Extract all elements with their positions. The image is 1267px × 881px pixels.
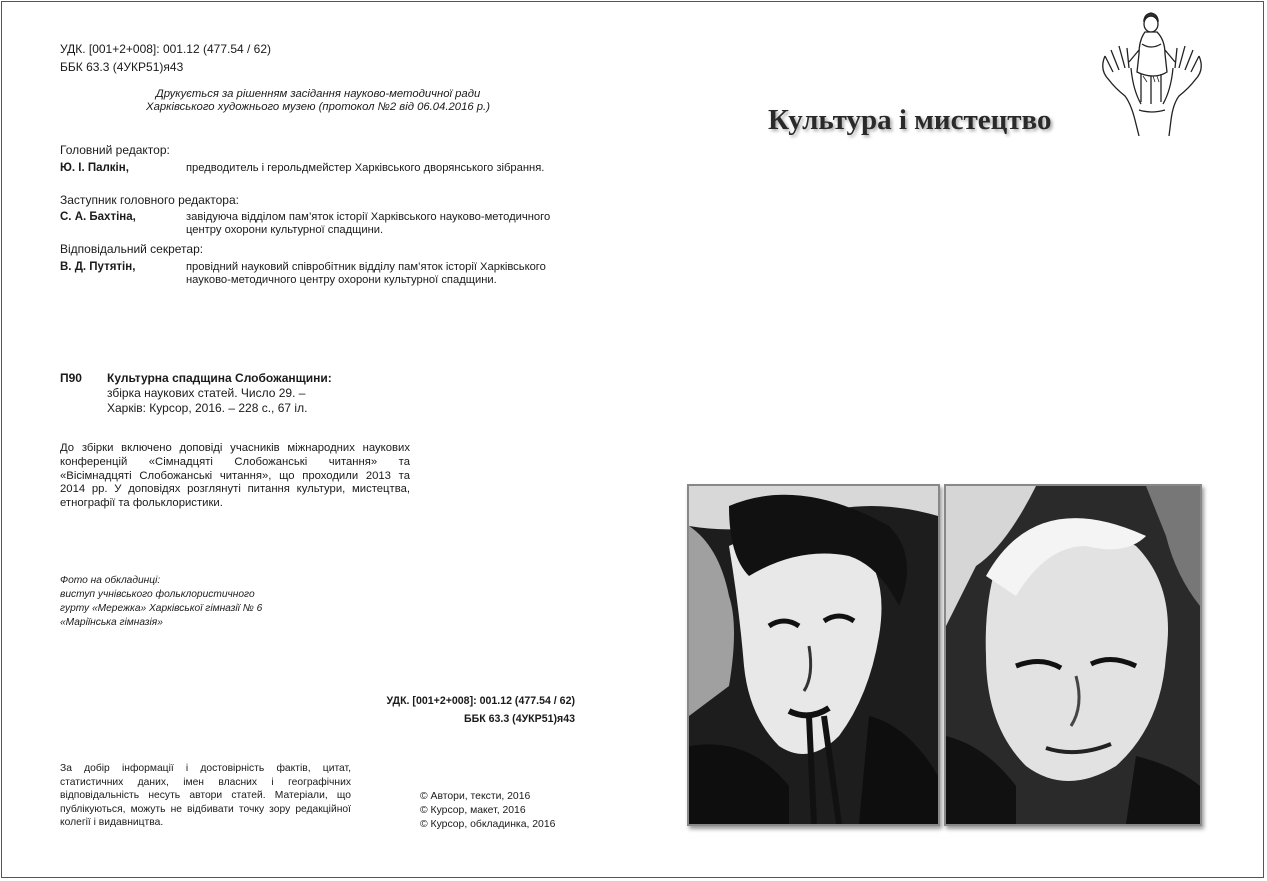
secretary-name: В. Д. Путятін,: [60, 261, 136, 273]
footer-bbk-code: ББК 63.3 (4УКР51)я43: [463, 713, 575, 725]
bbk-code: ББК 63.3 (4УКР51)я43: [60, 60, 184, 74]
section-title: Культура і мистецтво: [768, 104, 1052, 136]
chief-editor-name: Ю. І. Палкін,: [60, 162, 129, 174]
copyright-line-2: © Курсор, макет, 2016: [420, 805, 526, 816]
chief-editor-desc: предводитель і герольдмейстер Харківського дворянського зібрання.: [186, 162, 545, 174]
catalog-line-2: збірка наукових статей. Число 29. –: [107, 386, 306, 400]
footer-udk-code: УДК. [001+2+008]: 001.12 (477.54 / 62): [386, 695, 575, 707]
secretary-desc: провідний науковий співробітник відділу пам’яток історії Харківського науково-методичного центру охорони культурної спадщини.: [186, 261, 546, 287]
elderly-man-portrait-icon: [944, 484, 1202, 826]
copyright-line-1: © Автори, тексти, 2016: [420, 791, 531, 802]
deputy-editor-desc: завідуюча відділом пам’яток історії Харківського науково-методичного центру охорони культурної спадщини.: [186, 211, 551, 237]
young-man-portrait-icon: [687, 484, 940, 826]
udk-code: УДК. [001+2+008]: 001.12 (477.54 / 62): [60, 42, 272, 56]
approval-line-1: Друкується за рішенням засідання науково-методичної ради: [155, 88, 481, 100]
secretary-role: Відповідальний секретар:: [60, 242, 204, 256]
cover-photo-line-1: виступ учнівського фольклористичного: [60, 589, 255, 600]
hands-holding-figure-icon: [1095, 10, 1210, 142]
disclaimer-text: За добір інформації і достовірність фактів, цитат, статистичних даних, імен власних і географічних відповідальність несуть автори статей. Матеріали, що публікуються, можуть не відбивати точку зору редакційної колегії і видавництва.: [60, 763, 351, 829]
deputy-editor-role: Заступник головного редактора:: [60, 193, 239, 207]
abstract-text: До збірки включено доповіді учасників міжнародних наукових конференцій «Сімнадцяті Слобожанські читання» та «Вісімнадцяті Слобожанські читання», що проходили 2013 та 2014 рр. У доповідях розглянуті питання культури, мистецтва, етнографії та фольклористики.: [60, 442, 410, 510]
catalog-code: П90: [60, 371, 82, 385]
copyright-line-3: © Курсор, обкладинка, 2016: [420, 819, 556, 830]
catalog-line-3: Харків: Курсор, 2016. – 228 с., 67 іл.: [107, 401, 308, 415]
cover-photo-line-3: «Маріїнська гімназія»: [60, 617, 163, 628]
cover-photo-label: Фото на обкладинці:: [60, 575, 161, 586]
deputy-editor-name: С. А. Бахтіна,: [60, 211, 136, 223]
cover-photo-line-2: гурту «Мережка» Харківської гімназії № 6: [60, 603, 263, 614]
approval-line-2: Харківського художнього музею (протокол №2 від 06.04.2016 р.): [146, 101, 490, 113]
chief-editor-role: Головний редактор:: [60, 143, 170, 157]
catalog-title: Культурна спадщина Слобожанщини:: [107, 371, 332, 385]
